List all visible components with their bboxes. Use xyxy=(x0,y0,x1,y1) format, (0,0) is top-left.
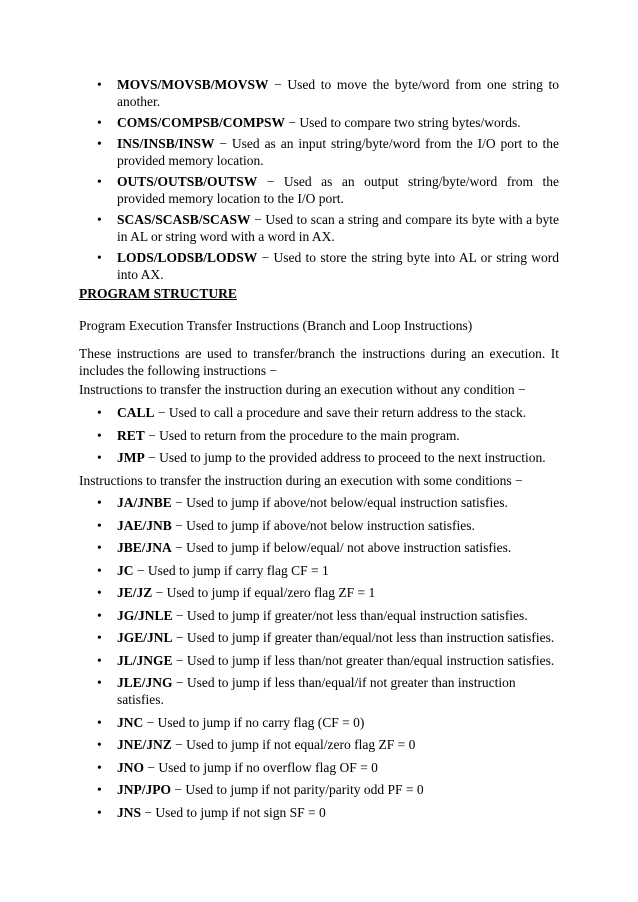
section-subtitle: Program Execution Transfer Instructions (Branch and Loop Instructions) xyxy=(79,318,473,333)
instruction-desc: − Used to jump if below/equal/ not above instruction satisfies. xyxy=(171,540,512,555)
instruction-desc: − Used as an input string/byte/word from the I/O port to the provided memory location. xyxy=(117,136,559,168)
instruction-desc: − Used to compare two string bytes/words. xyxy=(285,115,521,130)
instruction-term: JNS xyxy=(117,804,142,820)
intro-paragraph: These instructions are used to transfer/branch the instructions during an execution. It includes the following instructions − xyxy=(79,346,559,378)
list-item xyxy=(0,652,638,669)
instruction-term: JLE/JNG xyxy=(117,675,173,690)
list-item xyxy=(0,629,638,646)
list-item xyxy=(0,562,638,579)
bullet-icon: • xyxy=(97,174,102,189)
bullet-icon: • xyxy=(97,540,102,555)
bullet-icon: • xyxy=(97,562,102,578)
instruction-desc: − Used to jump if equal/zero flag ZF = 1 xyxy=(152,585,376,600)
list-item xyxy=(0,674,638,708)
instruction-desc: − Used as an output string/byte/word from the provided memory location to the I/O port. xyxy=(117,174,559,206)
bullet-icon: • xyxy=(97,427,102,443)
instruction-term: OUTS/OUTSB/OUTSW xyxy=(117,174,258,189)
bullet-icon: • xyxy=(97,212,102,227)
bullet-icon: • xyxy=(97,804,102,820)
instruction-term: MOVS/MOVSB/MOVSW xyxy=(117,77,269,92)
bullet-icon: • xyxy=(97,450,102,465)
instruction-desc: − Used to jump if less than/not greater than/equal instruction satisfies. xyxy=(172,652,555,668)
bullet-icon: • xyxy=(97,782,102,797)
list-item xyxy=(0,517,638,534)
list-item xyxy=(0,759,638,776)
bullet-icon: • xyxy=(97,115,102,130)
instruction-desc: − Used to jump if above/not below/equal instruction satisfies. xyxy=(171,495,508,510)
section-heading: PROGRAM STRUCTURE xyxy=(79,286,237,301)
bullet-icon: • xyxy=(97,77,102,92)
list-item xyxy=(0,135,638,169)
instruction-term: JL/JNGE xyxy=(117,652,173,668)
instruction-term: JNE/JNZ xyxy=(117,737,172,752)
instruction-desc: − Used to scan a string and compare its byte with a byte in AL or string word with a word in AX. xyxy=(117,212,559,244)
instruction-desc: − Used to jump if no carry flag (CF = 0) xyxy=(143,714,365,730)
instruction-term: SCAS/SCASB/SCASW xyxy=(117,212,251,227)
instruction-desc: − Used to jump if greater/not less than/equal instruction satisfies. xyxy=(172,607,528,623)
list-item xyxy=(0,607,638,624)
instruction-desc: − Used to move the byte/word from one string to another. xyxy=(117,77,559,109)
instruction-term: COMS/COMPSB/COMPSW xyxy=(117,115,285,130)
list-item xyxy=(0,804,638,821)
instruction-term: JC xyxy=(117,562,134,578)
list-item xyxy=(0,494,638,511)
bullet-icon: • xyxy=(97,607,102,623)
instruction-desc: − Used to jump to the provided address to proceed to the next instruction. xyxy=(144,450,546,465)
conditional-instruction-list xyxy=(0,494,638,826)
list-item xyxy=(0,539,638,556)
list-item xyxy=(0,584,638,601)
instruction-term: JGE/JNL xyxy=(117,630,173,645)
instruction-term: CALL xyxy=(117,405,155,420)
bullet-icon: • xyxy=(97,759,102,775)
list-item xyxy=(0,404,638,421)
instruction-term: JAE/JNB xyxy=(117,517,172,533)
bullet-icon: • xyxy=(97,675,102,690)
instruction-desc: − Used to jump if not sign SF = 0 xyxy=(141,804,326,820)
list-item xyxy=(0,714,638,731)
list-item xyxy=(0,449,638,466)
unconditional-intro: Instructions to transfer the instruction during an execution without any condition − xyxy=(79,382,526,397)
instruction-term: RET xyxy=(117,427,145,443)
list-item xyxy=(0,114,638,131)
instruction-term: JBE/JNA xyxy=(117,540,172,555)
list-item xyxy=(0,781,638,798)
bullet-icon: • xyxy=(97,585,102,600)
list-item xyxy=(0,427,638,444)
list-item xyxy=(0,249,638,283)
list-item xyxy=(0,211,638,245)
bullet-icon: • xyxy=(97,136,102,151)
instruction-desc: − Used to jump if carry flag CF = 1 xyxy=(133,562,329,578)
instruction-desc: − Used to jump if no overflow flag OF = 0 xyxy=(144,759,378,775)
bullet-icon: • xyxy=(97,517,102,533)
instruction-term: JNO xyxy=(117,759,144,775)
instruction-term: LODS/LODSB/LODSW xyxy=(117,250,258,265)
instruction-desc: − Used to jump if greater than/equal/not less than instruction satisfies. xyxy=(172,630,555,645)
list-item xyxy=(0,736,638,753)
instruction-term: JNC xyxy=(117,714,144,730)
bullet-icon: • xyxy=(97,405,102,420)
list-item xyxy=(0,173,638,207)
bullet-icon: • xyxy=(97,250,102,265)
instruction-desc: − Used to return from the procedure to the main program. xyxy=(144,427,460,443)
bullet-icon: • xyxy=(97,737,102,752)
instruction-desc: − Used to jump if not equal/zero flag ZF = 0 xyxy=(171,737,416,752)
instruction-desc: − Used to call a procedure and save their return address to the stack. xyxy=(154,405,527,420)
bullet-icon: • xyxy=(97,714,102,730)
instruction-term: JG/JNLE xyxy=(117,607,173,623)
string-instruction-list xyxy=(0,76,638,287)
instruction-desc: − Used to store the string byte into AL or string word into AX. xyxy=(117,250,559,282)
instruction-term: JMP xyxy=(117,450,145,465)
bullet-icon: • xyxy=(97,495,102,510)
instruction-term: INS/INSB/INSW xyxy=(117,136,215,151)
instruction-term: JA/JNBE xyxy=(117,495,172,510)
instruction-term: JNP/JPO xyxy=(117,782,171,797)
unconditional-instruction-list xyxy=(0,404,638,472)
bullet-icon: • xyxy=(97,630,102,645)
instruction-desc: − Used to jump if less than/equal/if not greater than instruction satisfies. xyxy=(117,675,516,707)
instruction-term: JE/JZ xyxy=(117,585,153,600)
instruction-desc: − Used to jump if above/not below instruction satisfies. xyxy=(171,517,475,533)
conditional-intro: Instructions to transfer the instruction during an execution with some conditions − xyxy=(79,473,523,488)
list-item xyxy=(0,76,638,110)
instruction-desc: − Used to jump if not parity/parity odd PF = 0 xyxy=(171,782,424,797)
bullet-icon: • xyxy=(97,652,102,668)
